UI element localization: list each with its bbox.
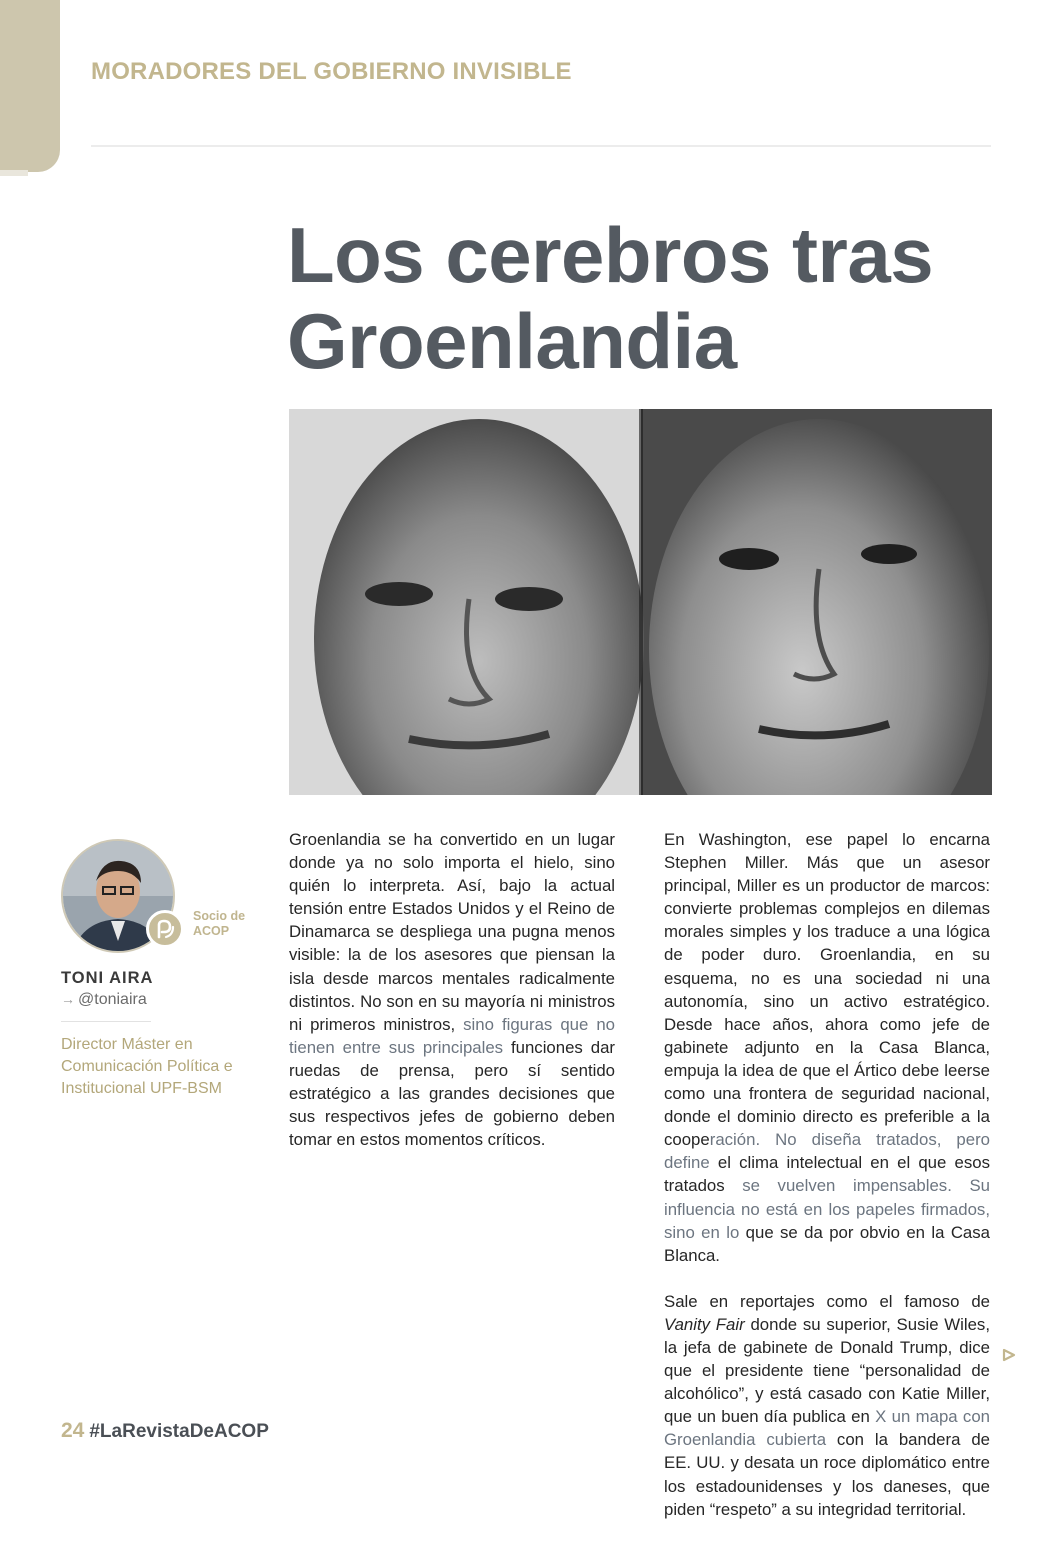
paragraph-1 — [289, 828, 615, 1151]
paragraph-2-mid: el clima intelectual en el que esos tratados — [664, 1153, 990, 1196]
paragraph-1-end: funciones dar ruedas de prensa, pero sí sentido estratégico a las grandes decisiones que sus respectivos jefes de gobierno deben tomar en estos momentos críticos. — [289, 1037, 615, 1150]
author-divider — [61, 1021, 151, 1022]
article-title — [287, 212, 1007, 384]
paragraph-2-text: En Washington, ese papel lo encarna Stephen Miller. Más que un asesor principal, Miller es un productor de marcos: convierte problemas complejos en dilemas morales simples y los traduce a una lógica de poder duro. Groenlandia, en su esquema, no es una sociedad ni una autonomía, sino un activo estratégico. Desde hace años, ahora como jefe de gabinete adjunto en la Casa Blanca, empuja la idea de que el Ártico debe leerse como una frontera de seguridad nacional, donde el dominio directo es preferible a la coope — [664, 830, 990, 1150]
paragraph-2 — [664, 828, 990, 1267]
next-page-button[interactable] — [1001, 1347, 1017, 1363]
next-page-arrow-icon — [1001, 1347, 1017, 1363]
paragraph-1-faint: sino figuras que no tienen entre sus principales — [289, 1014, 615, 1057]
paragraph-1-text: Groenlandia se ha convertido en un lugar donde ya no solo importa el hielo, sino quién lo interpreta. Así, bajo la actual tensión entre Estados Unidos y el Reino de Dinamarca se despliega una pugna menos visible: la de los asesores que piensan la isla desde marcos mentales radicalmente distintos. No son en su mayoría ni ministros ni primeros ministros, — [289, 830, 615, 1034]
portrait-photo-icon — [289, 409, 992, 795]
arrow-right-icon: → — [61, 991, 75, 1007]
body-column-left — [289, 828, 615, 1174]
member-label — [193, 909, 263, 939]
body-column-right — [664, 828, 990, 1544]
paragraph-3-end: con la bandera de EE. UU. y desata un roce diplomático entre los estadounidenses y los daneses, que piden “respeto” a su integridad territorial. — [664, 1430, 990, 1519]
corner-tab — [0, 0, 60, 172]
acop-logo-icon — [153, 917, 177, 941]
title-line-1: Los cerebros tras — [287, 211, 934, 299]
page-footer — [61, 1419, 269, 1443]
page-number: 24 — [61, 1419, 85, 1442]
paragraph-3-faint: X un mapa con Groenlandia cubierta — [664, 1407, 990, 1450]
member-line-2: ACOP — [193, 924, 230, 938]
paragraph-2-faint-2: se vuelven impensables. Su influencia no está en los papeles firmados, sino en lo — [664, 1176, 990, 1242]
author-handle-link[interactable] — [61, 991, 147, 1009]
section-label: MORADORES DEL GOBIERNO INVISIBLE — [91, 58, 572, 85]
paragraph-3-italic: Vanity Fair — [664, 1314, 745, 1334]
author-role: Director Máster en Comunicación Política e Institucional UPF-BSM — [61, 1036, 233, 1097]
paragraph-2-end: que se da por obvio en la Casa Blanca. — [664, 1222, 990, 1265]
author-name: TONI AIRA — [61, 969, 154, 987]
article-photo — [289, 409, 992, 795]
paragraph-3-middle: donde su superior, Susie Wiles, la jefa de gabinete de Donald Trump, dice que el presidente tiene “personalidad de alcohólico”, y está casado con Katie Miller, que un buen día publica en — [664, 1314, 990, 1427]
title-line-2: Groenlandia — [287, 297, 737, 385]
corner-sliver — [0, 170, 28, 176]
header-divider — [91, 145, 991, 147]
paragraph-2-faint: ración. No diseña tratados, pero define — [664, 1130, 990, 1173]
paragraph-3 — [664, 1290, 990, 1521]
footer-hashtag: #LaRevistaDeACOP — [89, 1421, 269, 1442]
acop-badge — [146, 910, 184, 948]
author-handle-text: @toniaira — [78, 991, 147, 1008]
member-line-1: Socio de — [193, 909, 246, 923]
paragraph-3-text: Sale en reportajes como el famoso de — [664, 1291, 990, 1311]
